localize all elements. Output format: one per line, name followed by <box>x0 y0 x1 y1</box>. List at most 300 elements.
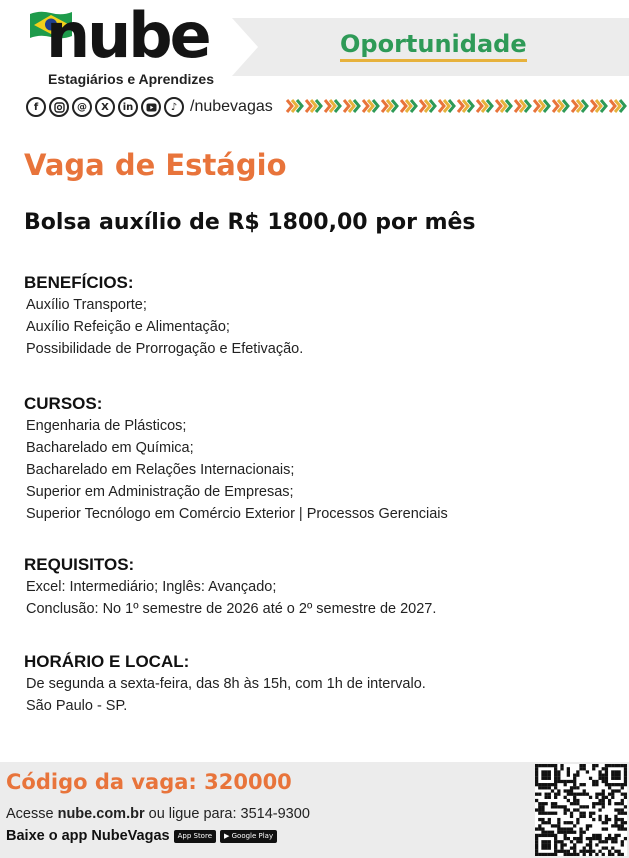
qr-module <box>560 767 563 770</box>
qr-module <box>614 789 617 792</box>
qr-module <box>621 818 624 821</box>
qr-module <box>551 831 554 834</box>
qr-module <box>579 805 582 808</box>
qr-module <box>535 770 538 773</box>
qr-module <box>557 818 560 821</box>
qr-module <box>564 843 567 846</box>
qr-module <box>614 821 617 824</box>
qr-module <box>545 770 548 773</box>
benefits-section <box>24 272 303 360</box>
section-title: HORÁRIO E LOCAL: <box>24 652 190 671</box>
qr-module <box>560 843 563 846</box>
qr-module <box>551 783 554 786</box>
qr-module <box>560 840 563 843</box>
requirements-section <box>24 554 436 620</box>
qr-module <box>624 777 627 780</box>
qr-module <box>592 850 595 853</box>
qr-module <box>541 846 544 849</box>
qr-module <box>605 764 608 767</box>
qr-module <box>614 837 617 840</box>
brand-wordmark: nube <box>46 0 209 72</box>
qr-module <box>598 837 601 840</box>
qr-module <box>583 764 586 767</box>
qr-module <box>624 770 627 773</box>
qr-module <box>614 764 617 767</box>
qr-module <box>548 846 551 849</box>
qr-module <box>592 802 595 805</box>
qr-module <box>602 802 605 805</box>
qr-module <box>611 837 614 840</box>
qr-code[interactable] <box>535 764 627 856</box>
qr-module <box>598 802 601 805</box>
qr-module <box>608 850 611 853</box>
qr-module <box>560 780 563 783</box>
qr-module <box>545 774 548 777</box>
qr-module <box>608 802 611 805</box>
app-store-label: App Store <box>177 831 212 840</box>
qr-module <box>573 808 576 811</box>
qr-module <box>538 805 541 808</box>
qr-module <box>567 808 570 811</box>
qr-module <box>557 793 560 796</box>
qr-module <box>579 793 582 796</box>
qr-module <box>592 783 595 786</box>
qr-module <box>614 818 617 821</box>
qr-module <box>535 850 538 853</box>
qr-module <box>602 853 605 856</box>
threads-icon[interactable]: @ <box>72 97 92 117</box>
qr-module <box>560 827 563 830</box>
qr-module <box>621 783 624 786</box>
qr-module <box>592 767 595 770</box>
benefit-item: Auxílio Transporte; <box>26 297 147 313</box>
qr-module <box>624 767 627 770</box>
qr-module <box>573 846 576 849</box>
qr-module <box>535 853 538 856</box>
qr-module <box>545 793 548 796</box>
qr-module <box>564 837 567 840</box>
qr-module <box>541 827 544 830</box>
qr-module <box>589 846 592 849</box>
qr-module <box>548 764 551 767</box>
qr-module <box>576 802 579 805</box>
qr-module <box>557 827 560 830</box>
instagram-icon[interactable] <box>49 97 69 117</box>
qr-module <box>589 853 592 856</box>
qr-module <box>548 843 551 846</box>
qr-module <box>573 783 576 786</box>
qr-module <box>621 802 624 805</box>
social-links <box>26 96 273 118</box>
qr-module <box>557 831 560 834</box>
qr-module <box>595 796 598 799</box>
qr-module <box>567 837 570 840</box>
qr-module <box>548 821 551 824</box>
qr-module <box>551 802 554 805</box>
qr-module <box>617 834 620 837</box>
qr-module <box>564 780 567 783</box>
qr-module <box>614 802 617 805</box>
qr-module <box>545 783 548 786</box>
qr-module <box>576 786 579 789</box>
qr-module <box>570 812 573 815</box>
qr-module <box>541 853 544 856</box>
qr-module <box>538 802 541 805</box>
qr-module <box>567 827 570 830</box>
qr-module <box>598 799 601 802</box>
qr-module <box>548 812 551 815</box>
section-title: REQUISITOS: <box>24 555 135 574</box>
chevron-mark <box>287 100 292 112</box>
qr-module <box>545 764 548 767</box>
qr-module <box>573 786 576 789</box>
chevron-mark <box>306 100 311 112</box>
qr-module <box>535 793 538 796</box>
schedule-item: De segunda a sexta-feira, das 8h às 15h, com 1h de intervalo. <box>26 676 426 692</box>
qr-module <box>589 850 592 853</box>
qr-module <box>605 815 608 818</box>
qr-module <box>624 796 627 799</box>
qr-module <box>621 786 624 789</box>
qr-module <box>570 786 573 789</box>
qr-module <box>538 853 541 856</box>
qr-module <box>589 840 592 843</box>
qr-module <box>554 805 557 808</box>
qr-module <box>554 796 557 799</box>
qr-module <box>608 834 611 837</box>
qr-module <box>624 793 627 796</box>
qr-module <box>611 764 614 767</box>
qr-module <box>624 774 627 777</box>
qr-module <box>570 846 573 849</box>
job-code: Código da vaga: 320000 <box>6 770 292 794</box>
qr-module <box>586 827 589 830</box>
qr-module <box>554 777 557 780</box>
qr-module <box>583 789 586 792</box>
qr-module <box>567 774 570 777</box>
qr-module <box>589 843 592 846</box>
qr-module <box>548 793 551 796</box>
qr-module <box>624 812 627 815</box>
qr-module <box>583 783 586 786</box>
qr-module <box>579 837 582 840</box>
qr-module <box>535 843 538 846</box>
qr-module <box>624 821 627 824</box>
qr-module <box>557 824 560 827</box>
qr-module <box>554 783 557 786</box>
qr-module <box>564 853 567 856</box>
qr-module <box>551 812 554 815</box>
chevron-mark <box>610 100 615 112</box>
qr-module <box>541 777 544 780</box>
qr-module <box>538 808 541 811</box>
qr-module <box>564 850 567 853</box>
qr-module <box>576 818 579 821</box>
qr-module <box>617 853 620 856</box>
qr-module <box>548 853 551 856</box>
qr-module <box>535 799 538 802</box>
qr-module <box>551 789 554 792</box>
qr-module <box>605 846 608 849</box>
qr-module <box>605 777 608 780</box>
qr-module <box>573 824 576 827</box>
qr-module <box>611 824 614 827</box>
qr-module <box>567 821 570 824</box>
qr-module <box>617 777 620 780</box>
page-title: Vaga de Estágio <box>24 148 287 182</box>
qr-module <box>621 853 624 856</box>
qr-module <box>608 764 611 767</box>
qr-module <box>598 793 601 796</box>
qr-module <box>602 799 605 802</box>
qr-module <box>592 805 595 808</box>
course-item: Bacharelado em Química; <box>26 440 194 456</box>
qr-module <box>541 774 544 777</box>
qr-module <box>602 774 605 777</box>
qr-module <box>564 812 567 815</box>
qr-module <box>611 793 614 796</box>
qr-module <box>583 853 586 856</box>
qr-module <box>538 783 541 786</box>
benefit-item: Possibilidade de Prorrogação e Efetivação. <box>26 341 304 357</box>
qr-module <box>545 831 548 834</box>
qr-module <box>608 837 611 840</box>
qr-module <box>551 853 554 856</box>
qr-module <box>617 824 620 827</box>
qr-module <box>554 780 557 783</box>
qr-module <box>535 846 538 849</box>
qr-module <box>538 793 541 796</box>
qr-module <box>564 808 567 811</box>
brand-subtitle: Estagiários e Aprendizes <box>48 71 214 87</box>
qr-module <box>583 831 586 834</box>
qr-module <box>573 831 576 834</box>
qr-module <box>614 774 617 777</box>
qr-module <box>583 846 586 849</box>
qr-module <box>576 774 579 777</box>
qr-module <box>598 818 601 821</box>
qr-module <box>564 796 567 799</box>
qr-module <box>573 799 576 802</box>
qr-module <box>564 821 567 824</box>
qr-module <box>570 853 573 856</box>
courses-section <box>24 393 448 525</box>
google-play-label: Google Play <box>231 831 274 840</box>
qr-module <box>570 815 573 818</box>
chevron-mark <box>591 100 596 112</box>
qr-module <box>589 812 592 815</box>
qr-module <box>614 808 617 811</box>
qr-module <box>541 786 544 789</box>
qr-module <box>554 837 557 840</box>
qr-module <box>557 789 560 792</box>
stipend-heading: Bolsa auxílio de R$ 1800,00 por mês <box>24 210 476 235</box>
chevron-mark <box>496 100 501 112</box>
qr-module <box>621 840 624 843</box>
qr-module <box>617 789 620 792</box>
qr-module <box>535 777 538 780</box>
qr-module <box>579 764 582 767</box>
qr-module <box>579 815 582 818</box>
qr-module <box>608 793 611 796</box>
qr-module <box>611 770 614 773</box>
qr-module <box>586 837 589 840</box>
qr-module <box>545 843 548 846</box>
qr-module <box>621 793 624 796</box>
chevron-mark <box>344 100 349 112</box>
qr-module <box>567 767 570 770</box>
qr-module <box>570 840 573 843</box>
qr-module <box>548 783 551 786</box>
qr-module <box>554 843 557 846</box>
qr-module <box>595 853 598 856</box>
qr-module <box>554 853 557 856</box>
qr-module <box>557 805 560 808</box>
qr-module <box>554 850 557 853</box>
social-handle[interactable]: /nubevagas <box>190 98 273 115</box>
qr-module <box>617 827 620 830</box>
qr-module <box>605 780 608 783</box>
qr-module <box>576 770 579 773</box>
qr-module <box>579 767 582 770</box>
qr-module <box>573 802 576 805</box>
qr-module <box>570 793 573 796</box>
qr-module <box>605 821 608 824</box>
course-item: Superior Tecnólogo em Comércio Exterior | Processos Gerenciais <box>26 506 448 522</box>
qr-module <box>605 783 608 786</box>
qr-module <box>605 827 608 830</box>
qr-module <box>541 805 544 808</box>
qr-module <box>611 789 614 792</box>
qr-module <box>579 783 582 786</box>
qr-module <box>573 850 576 853</box>
qr-module <box>567 770 570 773</box>
qr-module <box>541 834 544 837</box>
qr-module <box>598 770 601 773</box>
chevron-mark <box>420 100 425 112</box>
chevron-mark <box>325 100 330 112</box>
qr-module <box>535 767 538 770</box>
qr-module <box>595 834 598 837</box>
qr-module <box>605 837 608 840</box>
qr-module <box>554 824 557 827</box>
qr-module <box>614 840 617 843</box>
qr-module <box>554 770 557 773</box>
qr-module <box>554 812 557 815</box>
qr-module <box>545 834 548 837</box>
x-icon[interactable]: X <box>95 97 115 117</box>
chevron-mark <box>477 100 482 112</box>
course-item: Superior em Administração de Empresas; <box>26 484 294 500</box>
qr-module <box>554 764 557 767</box>
qr-module <box>576 853 579 856</box>
qr-module <box>608 799 611 802</box>
qr-module <box>567 799 570 802</box>
qr-module <box>554 767 557 770</box>
qr-module <box>579 834 582 837</box>
qr-module <box>560 831 563 834</box>
qr-module <box>602 789 605 792</box>
qr-module <box>592 837 595 840</box>
decorative-chevron-strip <box>285 96 629 116</box>
qr-module <box>579 840 582 843</box>
qr-module <box>535 840 538 843</box>
linkedin-icon[interactable]: in <box>118 97 138 117</box>
google-play-badge[interactable]: ▶ Google Play <box>220 830 277 843</box>
qr-module <box>538 827 541 830</box>
qr-module <box>564 831 567 834</box>
qr-module <box>570 780 573 783</box>
qr-module <box>608 853 611 856</box>
qr-module <box>611 774 614 777</box>
youtube-icon[interactable] <box>141 97 161 117</box>
qr-module <box>541 783 544 786</box>
qr-module <box>608 786 611 789</box>
qr-module <box>621 827 624 830</box>
qr-module <box>605 770 608 773</box>
qr-module <box>545 786 548 789</box>
qr-module <box>576 808 579 811</box>
qr-module <box>598 850 601 853</box>
qr-module <box>592 834 595 837</box>
qr-module <box>602 805 605 808</box>
website-link[interactable]: nube.com.br <box>57 806 145 822</box>
qr-module <box>614 777 617 780</box>
qr-module <box>589 796 592 799</box>
qr-module <box>611 840 614 843</box>
qr-module <box>611 846 614 849</box>
section-title: CURSOS: <box>24 394 103 413</box>
qr-module <box>589 837 592 840</box>
qr-module <box>570 789 573 792</box>
qr-module <box>608 783 611 786</box>
qr-module <box>602 827 605 830</box>
qr-module <box>551 824 554 827</box>
nube-logo <box>24 0 224 92</box>
qr-module <box>535 837 538 840</box>
qr-module <box>560 850 563 853</box>
qr-module <box>589 815 592 818</box>
course-item: Engenharia de Plásticos; <box>26 418 187 434</box>
contact-line <box>6 806 310 822</box>
qr-module <box>621 843 624 846</box>
qr-module <box>617 774 620 777</box>
qr-module <box>541 831 544 834</box>
tiktok-icon[interactable]: ♪ <box>164 97 184 117</box>
qr-module <box>583 850 586 853</box>
qr-module <box>570 831 573 834</box>
opportunity-badge: Oportunidade <box>340 30 527 62</box>
qr-module <box>548 831 551 834</box>
qr-module <box>617 818 620 821</box>
app-download-label: Baixe o app NubeVagas <box>6 828 170 844</box>
qr-module <box>589 777 592 780</box>
qr-module <box>551 834 554 837</box>
qr-module <box>576 799 579 802</box>
app-store-badge[interactable] <box>174 830 216 843</box>
facebook-icon[interactable]: f <box>26 97 46 117</box>
qr-module <box>605 818 608 821</box>
qr-module <box>595 843 598 846</box>
qr-module <box>605 767 608 770</box>
qr-module <box>614 770 617 773</box>
qr-module <box>541 770 544 773</box>
qr-module <box>535 764 538 767</box>
footer <box>0 762 629 858</box>
qr-module <box>551 805 554 808</box>
qr-module <box>602 780 605 783</box>
qr-module <box>608 818 611 821</box>
